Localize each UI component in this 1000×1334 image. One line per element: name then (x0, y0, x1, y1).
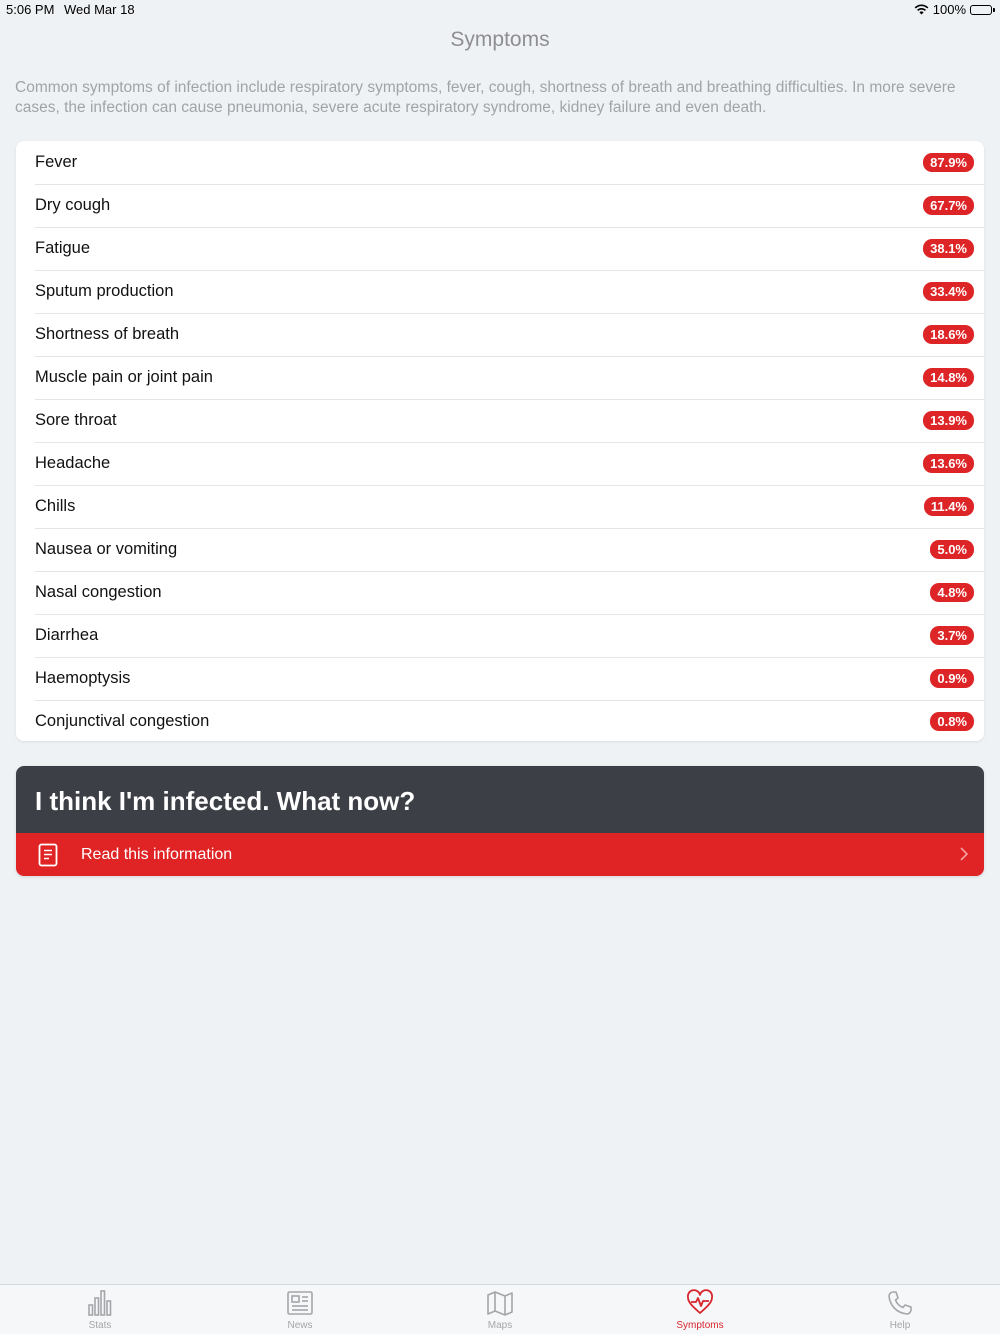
tab-help[interactable] (800, 1285, 1000, 1334)
status-date: Wed Mar 18 (64, 2, 135, 17)
symptom-label: Sputum production (35, 282, 174, 300)
symptom-row (16, 614, 984, 657)
page-title: Symptoms (450, 28, 550, 51)
percent-badge: 67.7% (923, 196, 974, 215)
percent-badge: 18.6% (923, 325, 974, 344)
symptom-label: Conjunctival congestion (35, 712, 210, 730)
percent-badge: 13.6% (923, 454, 974, 473)
symptom-row (16, 571, 984, 614)
percent-badge: 14.8% (923, 368, 974, 387)
read-information-label: Read this information (81, 846, 233, 863)
symptom-row (16, 485, 984, 528)
phone-icon (886, 1289, 914, 1317)
percent-badge: 0.8% (930, 712, 974, 731)
symptom-label: Nausea or vomiting (35, 540, 178, 558)
document-icon (38, 843, 58, 867)
symptom-list (16, 141, 984, 741)
status-bar (0, 0, 1000, 20)
tab-label: Help (889, 1320, 911, 1331)
battery-percent: 100% (932, 2, 966, 17)
percent-badge: 87.9% (923, 153, 974, 172)
symptom-row (16, 700, 984, 741)
tab-bar (0, 1284, 1000, 1334)
symptom-row (16, 356, 984, 399)
symptom-label: Fatigue (35, 239, 91, 257)
tab-maps[interactable] (400, 1285, 600, 1334)
percent-badge: 5.0% (930, 540, 974, 559)
percent-badge: 13.9% (923, 411, 974, 430)
percent-badge: 0.9% (930, 669, 974, 688)
tab-label: News (287, 1320, 313, 1331)
symptom-row (16, 184, 984, 227)
percent-badge: 33.4% (923, 282, 974, 301)
intro-text: Common symptoms of infection include respiratory symptoms, fever, cough, shortness of breath and breathing difficulties. In more severe cases, the infection can cause pneumonia, severe acute respiratory syndrome, kidney failure and even death. (15, 79, 956, 116)
symptom-row (16, 528, 984, 571)
heart-pulse-icon (686, 1289, 714, 1317)
symptom-row (16, 270, 984, 313)
symptom-label: Chills (35, 497, 76, 515)
symptom-row (16, 141, 984, 184)
chevron-right-icon (960, 847, 968, 861)
percent-badge: 11.4% (924, 497, 974, 516)
tab-symptoms[interactable] (600, 1285, 800, 1334)
symptom-label: Diarrhea (35, 626, 99, 644)
symptom-row (16, 657, 984, 700)
tab-stats[interactable] (0, 1285, 200, 1334)
tab-label: Stats (88, 1320, 112, 1331)
tab-label: Symptoms (676, 1320, 724, 1331)
percent-badge: 38.1% (923, 239, 974, 258)
percent-badge: 4.8% (930, 583, 974, 602)
battery-icon (970, 5, 992, 15)
symptom-row (16, 313, 984, 356)
symptom-label: Dry cough (35, 196, 111, 214)
symptom-label: Shortness of breath (35, 325, 180, 343)
wifi-icon (914, 4, 929, 15)
percent-badge: 3.7% (930, 626, 974, 645)
symptom-label: Muscle pain or joint pain (35, 368, 213, 386)
tab-label: Maps (487, 1320, 513, 1331)
tab-news[interactable] (200, 1285, 400, 1334)
symptom-label: Headache (35, 454, 111, 472)
read-information-button[interactable] (16, 833, 984, 876)
status-right (914, 2, 992, 17)
infected-card (16, 766, 984, 876)
symptom-row (16, 227, 984, 270)
bar-chart-icon (86, 1289, 114, 1317)
status-time: 5:06 PM (6, 2, 55, 17)
newspaper-icon (286, 1289, 314, 1317)
infected-card-header (16, 766, 984, 833)
symptom-label: Haemoptysis (35, 669, 131, 687)
symptom-label: Sore throat (35, 411, 117, 429)
map-icon (486, 1289, 514, 1317)
symptom-label: Nasal congestion (35, 583, 162, 601)
infected-card-title: I think I'm infected. What now? (35, 786, 416, 816)
symptom-row (16, 399, 984, 442)
symptom-label: Fever (35, 153, 78, 171)
symptom-row (16, 442, 984, 485)
